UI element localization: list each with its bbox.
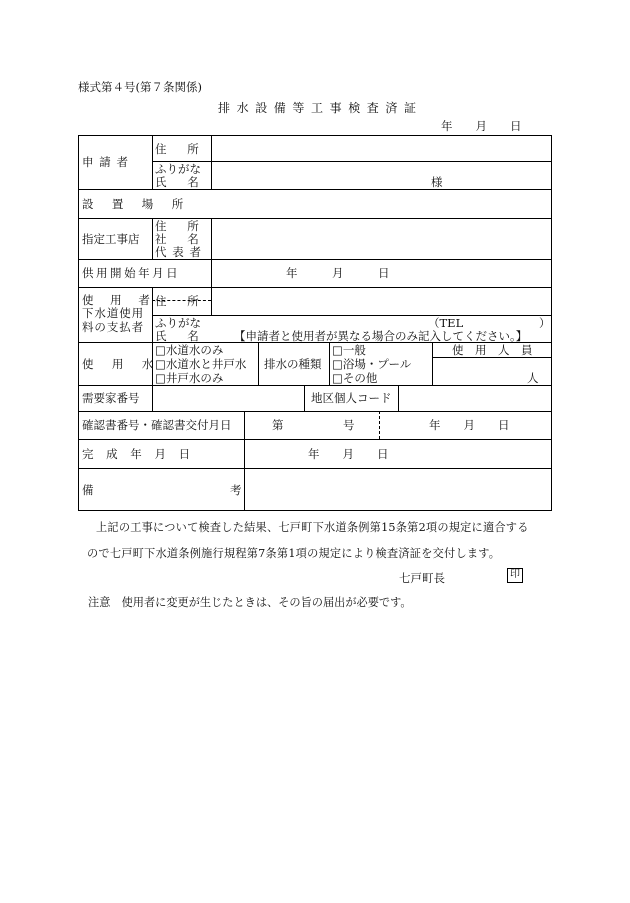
confirmation-date[interactable]: 年 月 日 xyxy=(429,418,510,432)
payer-address-label: 住所 xyxy=(155,294,220,308)
contractor-label: 指定工事店 xyxy=(82,232,140,246)
remarks-field[interactable] xyxy=(245,469,551,510)
water-use-option-3[interactable]: □井戸水のみ xyxy=(155,371,224,385)
completion-date[interactable]: 年 月 日 xyxy=(308,447,389,461)
water-use-option-2[interactable]: □水道水と井戸水 xyxy=(155,357,247,371)
water-use-label: 使用水 xyxy=(82,357,172,371)
body-line-1: 上記の工事について検査した結果、七戸町下水道条例第15条第2項の規定に適合する xyxy=(96,521,529,534)
remarks-label-right: 考 xyxy=(230,483,242,497)
contractor-company-label: 社名 xyxy=(155,232,220,246)
applicant-name-field[interactable] xyxy=(212,162,551,189)
applicant-sama: 様 xyxy=(431,175,443,189)
seal-box: 印 xyxy=(507,568,523,583)
installation-site-field[interactable] xyxy=(212,190,551,218)
drainage-option-1[interactable]: □一般 xyxy=(332,343,366,357)
payer-tel-close: ） xyxy=(539,316,551,330)
applicant-label: 申請者 xyxy=(82,155,134,169)
installation-site-label: 設置場所 xyxy=(82,197,202,211)
payer-label-1: 使用者 xyxy=(82,293,167,307)
payer-tel-open: （TEL xyxy=(428,316,464,330)
issue-date: 年 月 日 xyxy=(441,119,522,133)
payer-address-field[interactable] xyxy=(212,288,551,315)
drainage-option-2[interactable]: □浴場・プール xyxy=(332,357,412,371)
confirmation-label: 確認書番号・確認書交付月日 xyxy=(82,418,232,432)
users-count-unit: 人 xyxy=(527,371,539,385)
district-code-label: 地区個人コード xyxy=(311,391,392,405)
payer-note: 【申請者と使用者が異なる場合のみ記入してください。】 xyxy=(234,329,528,343)
payer-name-label: 氏名 xyxy=(155,329,220,343)
customer-number-field[interactable] xyxy=(153,386,303,411)
remarks-label-left: 備 xyxy=(82,483,94,497)
page-title: 排水設備等工事検査済証 xyxy=(218,101,423,115)
confirmation-go: 号 xyxy=(343,418,355,432)
completion-label: 完 成 年 月 日 xyxy=(82,447,191,461)
applicant-furigana-label: ふりがな xyxy=(155,162,201,176)
applicant-name-label: 氏名 xyxy=(155,175,220,189)
service-start-label: 供用開始年月日 xyxy=(82,266,181,280)
form-number: 様式第４号(第７条関係) xyxy=(78,80,202,94)
customer-number-label: 需要家番号 xyxy=(82,391,140,405)
contractor-address-label: 住所 xyxy=(155,219,220,233)
service-start-date[interactable]: 年 月 日 xyxy=(286,266,390,280)
district-code-field[interactable] xyxy=(399,386,551,411)
users-count-label: 使用人員 xyxy=(452,343,544,357)
water-use-option-1[interactable]: □水道水のみ xyxy=(155,343,224,357)
applicant-address-field[interactable] xyxy=(212,136,551,161)
payer-label-3: 料の支払者 xyxy=(82,320,145,334)
notice: 注意 使用者に変更が生じたときは、その旨の届出が必要です。 xyxy=(88,596,412,609)
body-line-2: ので七戸町下水道条例施行規程第7条第1項の規定により検査済証を交付します。 xyxy=(87,547,501,560)
drainage-option-3[interactable]: □その他 xyxy=(332,371,378,385)
payer-furigana-label: ふりがな xyxy=(155,316,201,330)
drainage-type-label: 排水の種類 xyxy=(264,357,322,371)
applicant-address-label: 住所 xyxy=(155,142,220,156)
users-count-field[interactable] xyxy=(433,358,523,384)
confirmation-number-field[interactable] xyxy=(288,412,340,438)
contractor-rep-label: 代表者 xyxy=(155,245,207,259)
signer: 七戸町長 xyxy=(399,571,445,585)
confirmation-dai: 第 xyxy=(272,418,284,432)
payer-label-2: 下水道使用 xyxy=(82,306,145,320)
contractor-field[interactable] xyxy=(212,219,551,259)
payer-tel-field[interactable] xyxy=(463,316,538,329)
